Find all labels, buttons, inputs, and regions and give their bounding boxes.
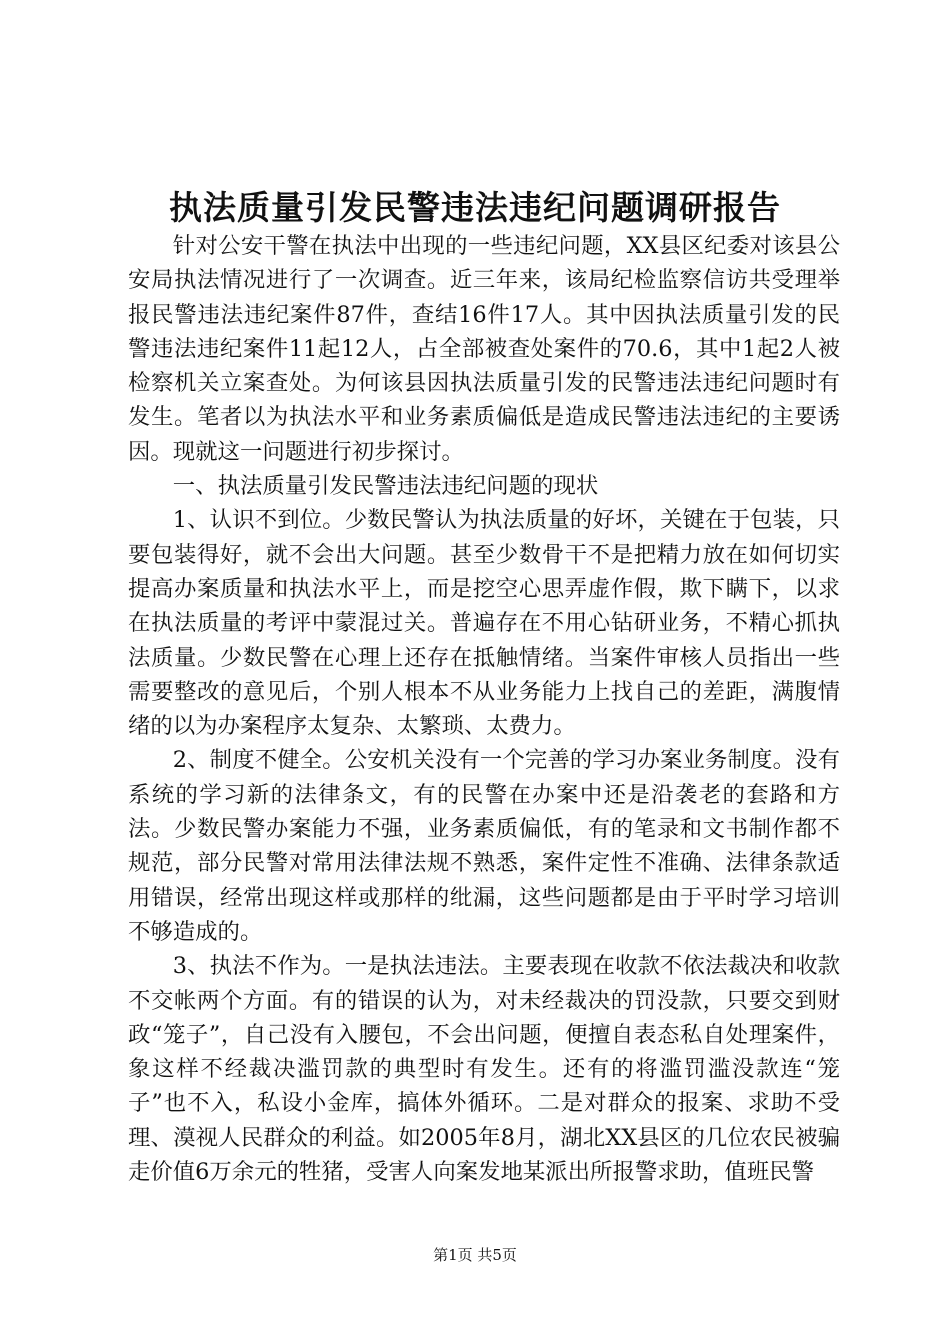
section-heading: 一、执法质量引发民警违法违纪问题的现状 xyxy=(172,473,599,500)
intro-paragraph: 针对公安干警在执法中出现的一些违纪问题，XX县区纪委对该县公安局执法情况进行了一次调查。近三年来，该局纪检监察信访共受理举报民警违法违纪案件87件，查结16件17人。其中因执法质量引发的民警违法违纪案件11起12人，占全部被查处案件的70.6，其中1起2人被检察机关立案查处。为何该县因执法质量引发的民警违法违纪问题时有发生。笔者以为执法水平和业务素质偏低是造成民警违法违纪的主要诱因。现就这一问题进行初步探讨。 xyxy=(128,233,840,465)
document-title: 执法质量引发民警违法违纪问题调研报告 xyxy=(169,188,781,227)
point-2-paragraph: 2、制度不健全。公安机关没有一个完善的学习办案业务制度。没有系统的学习新的法律条文，有的民警在办案中还是沿袭老的套路和方法。少数民警办案能力不强，业务素质偏低，有的笔录和文书制作都不规范，部分民警对常用法律法规不熟悉，案件定性不准确、法律条款适用错误，经常出现这样或那样的纰漏，这些问题都是由于平时学习培训不够造成的。 xyxy=(128,747,840,945)
page-footer: 第1页 共5页 xyxy=(433,1246,517,1264)
point-1-paragraph: 1、认识不到位。少数民警认为执法质量的好坏，关键在于包装，只要包装得好，就不会出大问题。甚至少数骨干不是把精力放在如何切实提高办案质量和执法水平上，而是挖空心思弄虚作假，欺下瞒下，以求在执法质量的考评中蒙混过关。普遍存在不用心钻研业务，不精心抓执法质量。少数民警在心理上还存在抵触情绪。当案件审核人员指出一些需要整改的意见后，个别人根本不从业务能力上找自己的差距，满腹情绪的以为办案程序太复杂、太繁琐、太费力。 xyxy=(128,507,840,740)
document-body xyxy=(128,229,840,1189)
point-3-paragraph: 3、执法不作为。一是执法违法。主要表现在收款不依法裁决和收款不交帐两个方面。有的错误的认为，对未经裁决的罚没款，只要交到财政“笼子”，自己没有入腰包，不会出问题，便擅自表态私自处理案件，象这样不经裁决滥罚款的典型时有发生。还有的将滥罚滥没款连“笼子”也不入，私设小金库，搞体外循环。二是对群众的报案、求助不受理、漠视人民群众的利益。如2005年8月，湖北XX县区的几位农民被骗走价值6万余元的牲猪，受害人向案发地某派出所报警求助，值班民警 xyxy=(128,953,840,1186)
